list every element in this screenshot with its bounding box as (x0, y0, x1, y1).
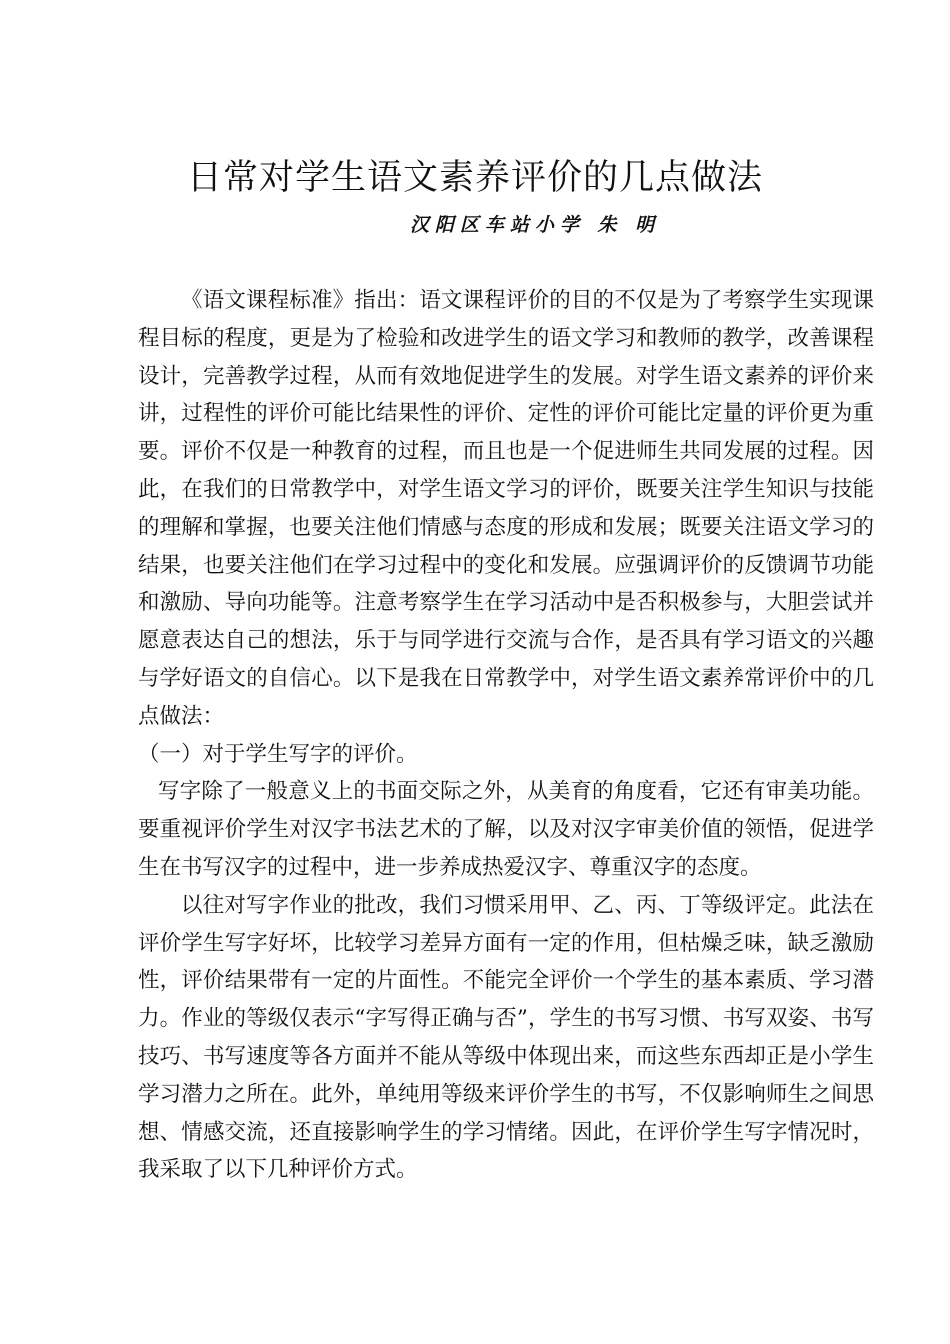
document-title: 日常对学生语文素养评价的几点做法 (186, 158, 763, 198)
author-line: 汉阳区车站小学 朱 明 (409, 214, 661, 236)
paragraph-intro: 《语文课程标准》指出：语文课程评价的目的不仅是为了考察学生实现课程目标的程度，更是为了检验和改进学生的语文学习和教师的教学，改善课程设计，完善教学过程，从而有效地促进学生的发展。对学生语文素养的评价来讲，过程性的评价可能比结果性的评价、定性的评价可能比定量的评价更为重要。评价不仅是一种教育的过程，而且也是一个促进师生共同发展的过程。因此，在我们的日常教学中，对学生语文学习的评价，既要关注学生知识与技能的理解和掌握，也要关注他们情感与态度的形成和发展；既要关注语文学习的结果，也要关注他们在学习过程中的变化和发展。应强调评价的反馈调节功能和激励、导向功能等。注意考察学生在学习活动中是否积极参与，大胆尝试并愿意表达自己的想法，乐于与同学进行交流与合作，是否具有学习语文的兴趣与学好语文的自信心。以下是我在日常教学中，对学生语文素养常评价中的几点做法： (138, 288, 874, 729)
section-heading-1: （一）对于学生写字的评价。 (138, 741, 418, 767)
paragraph-grading-methods: 以往对写字作业的批改，我们习惯采用甲、乙、丙、丁等级评定。此法在评价学生写字好坏，比较学习差异方面有一定的作用，但枯燥乏味，缺乏激励性，评价结果带有一定的片面性。不能完全评价一个学生的基本素质、学习潜力。作业的等级仅表示“字写得正确与否”，学生的书写习惯、书写双姿、书写技巧、书写速度等各方面并不能从等级中体现出来，而这些东西却正是小学生学习潜力之所在。此外，单纯用等级来评价学生的书写，不仅影响师生之间思想、情感交流，还直接影响学生的学习情绪。因此，在评价学生写字情况时，我采取了以下几种评价方式。 (138, 892, 874, 1183)
paragraph-writing-aesthetics: 写字除了一般意义上的书面交际之外，从美育的角度看，它还有审美功能。要重视评价学生对汉字书法艺术的了解，以及对汉字审美价值的领悟，促进学生在书写汉字的过程中，进一步养成热爱汉字、尊重汉字的态度。 (138, 779, 874, 880)
document-body (138, 282, 874, 1189)
